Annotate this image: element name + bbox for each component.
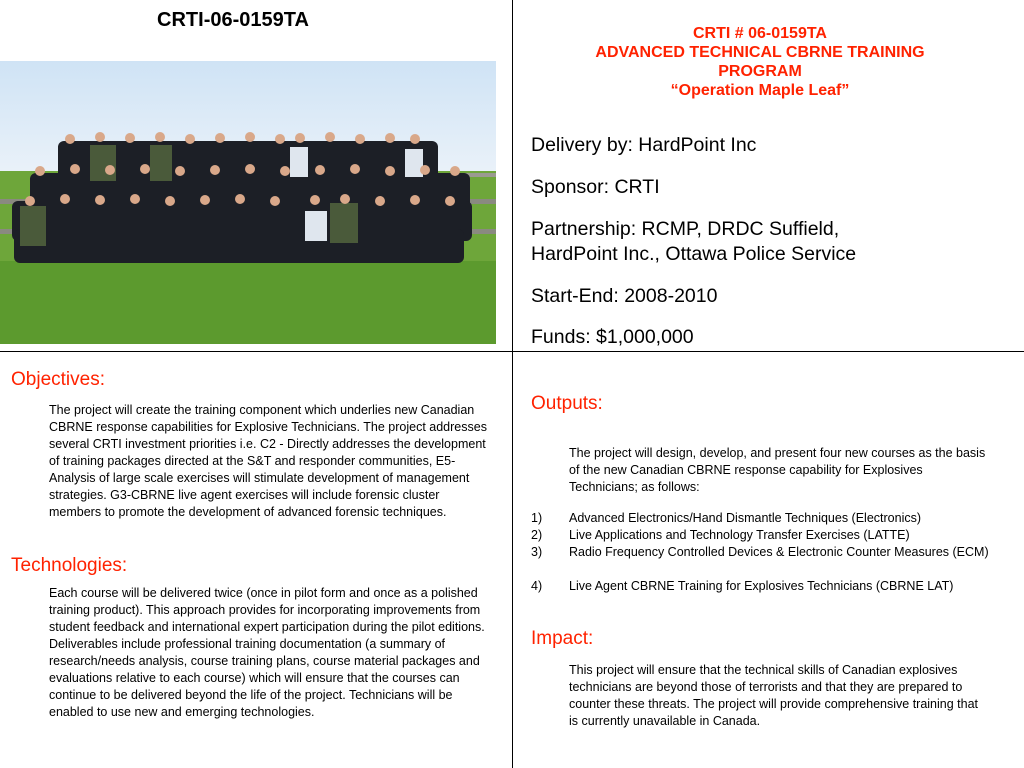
objectives-text: The project will create the training component which underlies new Canadian CBRNE response capabilities for Explosive Technicians. The project addresses several CRTI investment priorities i.e. C2 - Directly addresses the development of training packages directed at the S&T and responder communities, E5-Analysis of large scale exercises will stimulate development of management strategies. G3-CBRNE live agent exercises will include forensic cluster members to promote the development of advanced forensic techniques. [49, 403, 487, 519]
program-title-line2: ADVANCED TECHNICAL CBRNE TRAINING [595, 44, 925, 61]
list-item-text: Advanced Electronics/Hand Dismantle Techniques (Electronics) [569, 511, 922, 525]
list-item-text: Radio Frequency Controlled Devices & Electronic Counter Measures (ECM) [569, 545, 989, 559]
program-title-line3: PROGRAM [718, 63, 802, 80]
list-item-number: 3) [531, 545, 543, 559]
horizontal-divider [0, 351, 1024, 352]
vertical-divider [512, 0, 513, 768]
technologies-text: Each course will be delivered twice (once in pilot form and once as a polished training product). This approach provides for incorporating improvements from student feedback and international expert participation during the pilot editions. Deliverables include professional training documentation (a summary of research/needs analysis, course training plans, course material packages and evaluations relative to each course) which will ensure that the courses can continue to be delivered beyond the life of the project. Technicians will be enabled to use new and emerging technologies. [49, 586, 485, 719]
outputs-intro: The project will design, develop, and present four new courses as the basis of the new Canadian CBRNE response capability for Explosives Technicians; as follows: [569, 446, 986, 494]
partnership-line2: HardPoint Inc., Ottawa Police Service [531, 243, 857, 265]
list-item-number: 1) [531, 511, 543, 525]
project-id-title: CRTI-06-0159TA [157, 9, 309, 31]
program-title-line1: CRTI # 06-0159TA [693, 25, 827, 42]
funds-info: Funds: $1,000,000 [531, 326, 694, 348]
objectives-heading: Objectives: [11, 369, 105, 390]
impact-heading: Impact: [531, 628, 594, 649]
delivery-info: Delivery by: HardPoint Inc [531, 134, 757, 156]
list-item-number: 2) [531, 528, 543, 542]
sponsor-info: Sponsor: CRTI [531, 176, 660, 198]
start-end-info: Start-End: 2008-2010 [531, 285, 718, 307]
outputs-heading: Outputs: [531, 393, 603, 414]
list-item-text: Live Agent CBRNE Training for Explosives Technicians (CBRNE LAT) [569, 579, 954, 593]
program-title [530, 24, 990, 100]
partnership-line1: Partnership: RCMP, DRDC Suffield, [531, 218, 840, 240]
list-item-number: 4) [531, 579, 543, 593]
impact-text: This project will ensure that the technical skills of Canadian explosives technicians are beyond those of terrorists and that they are prepared to counter these threats. The project will provide comprehensive training that is currently unavailable in Canada. [569, 663, 979, 728]
group-photo-icon [0, 61, 496, 344]
technologies-heading: Technologies: [11, 555, 128, 576]
group-photo [0, 61, 496, 344]
program-title-line4: “Operation Maple Leaf” [670, 82, 850, 99]
list-item-text: Live Applications and Technology Transfer Exercises (LATTE) [569, 528, 910, 542]
